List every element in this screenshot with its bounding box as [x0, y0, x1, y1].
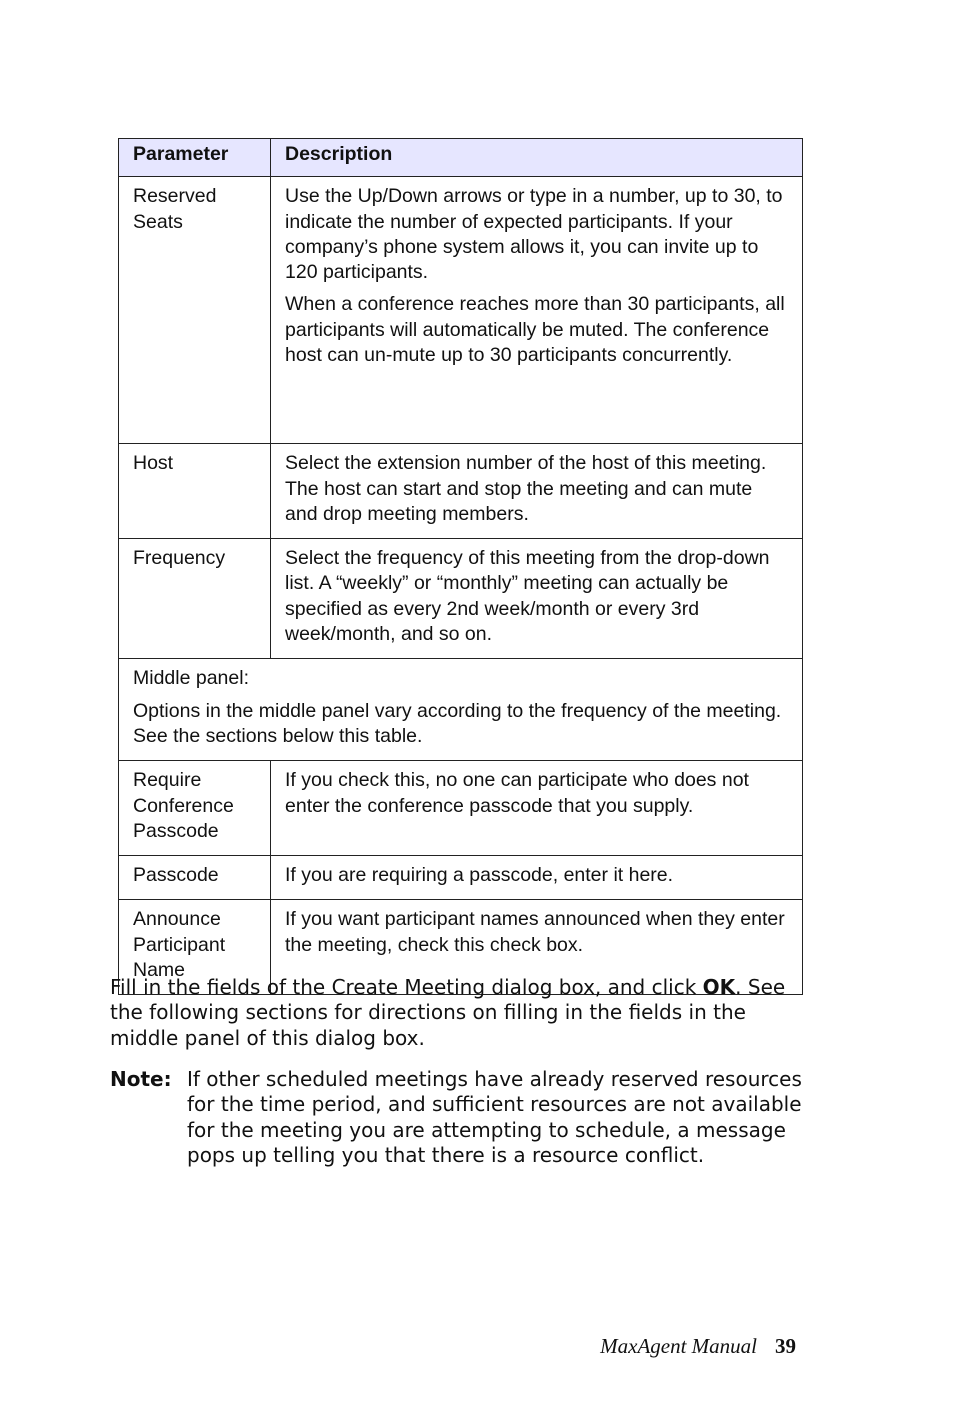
desc-cell: [271, 856, 803, 900]
param-cell: Announce Participant Name: [119, 900, 271, 995]
table-row-middle-panel: [119, 659, 803, 761]
desc-paragraph: If you are requiring a passcode, enter it here.: [285, 864, 674, 887]
page-footer: [600, 1334, 796, 1359]
desc-cell: [271, 761, 803, 856]
middle-panel-cell: [119, 659, 803, 761]
desc-paragraph: When a conference reaches more than 30 participants, all participants will automatically be muted. The conference host can un-mute up to 30 participants concurrently.: [285, 293, 785, 367]
desc-paragraph: Select the extension number of the host of this meeting. The host can start and stop the meeting and can mute and drop meeting members.: [285, 452, 767, 525]
param-cell: Reserved Seats: [119, 177, 271, 444]
intro-text-after: . See the following sections for directions on filling in the fields in the middle panel of this dialog box.: [110, 975, 786, 1050]
param-cell: Host: [119, 444, 271, 539]
desc-cell: [271, 444, 803, 539]
intro-ok-bold: OK: [702, 975, 736, 999]
desc-paragraph: If you want participant names announced when they enter the meeting, check this check box.: [285, 908, 785, 956]
param-cell: Passcode: [119, 856, 271, 900]
note-text: If other scheduled meetings have already reserved resources for the time period, and sufficient resources are not available for the meeting you are attempting to schedule, a message pops up telling you that there is a resource conflict.: [187, 1067, 802, 1167]
note-label: Note:: [110, 1067, 172, 1091]
instruction-paragraph: [110, 975, 810, 1051]
table-header-row: [119, 139, 803, 177]
table-row-reserved-seats: [119, 177, 803, 444]
table-row-frequency: [119, 539, 803, 659]
table-row-passcode: [119, 856, 803, 900]
note-block: [110, 1067, 810, 1168]
desc-paragraph: Use the Up/Down arrows or type in a number, up to 30, to indicate the number of expected participants. If your company’s phone system allows it, you can invite up to 120 participants.: [285, 185, 783, 284]
header-description: Description: [271, 139, 803, 177]
parameter-table: [118, 138, 803, 995]
desc-paragraph: If you check this, no one can participate who does not enter the conference passcode that you supply.: [285, 769, 749, 817]
middle-panel-text: Options in the middle panel vary according to the frequency of the meeting. See the sections below this table.: [133, 699, 782, 747]
desc-paragraph: Select the frequency of this meeting from the drop-down list. A “weekly” or “monthly” meeting can actually be specified as every 2nd week/month or every 3rd week/month, and so on.: [285, 547, 770, 646]
param-cell: Frequency: [119, 539, 271, 659]
table-row-host: [119, 444, 803, 539]
header-parameter: Parameter: [119, 139, 271, 177]
page-number: 39: [775, 1334, 796, 1358]
desc-cell: [271, 539, 803, 659]
footer-manual-title: MaxAgent Manual: [600, 1334, 757, 1358]
desc-cell: [271, 177, 803, 444]
intro-text-before: Fill in the fields of the Create Meeting dialog box, and click: [110, 975, 703, 999]
param-cell: Require Conference Passcode: [119, 761, 271, 856]
table-row-require-passcode: [119, 761, 803, 856]
middle-panel-title: Middle panel:: [133, 667, 249, 690]
